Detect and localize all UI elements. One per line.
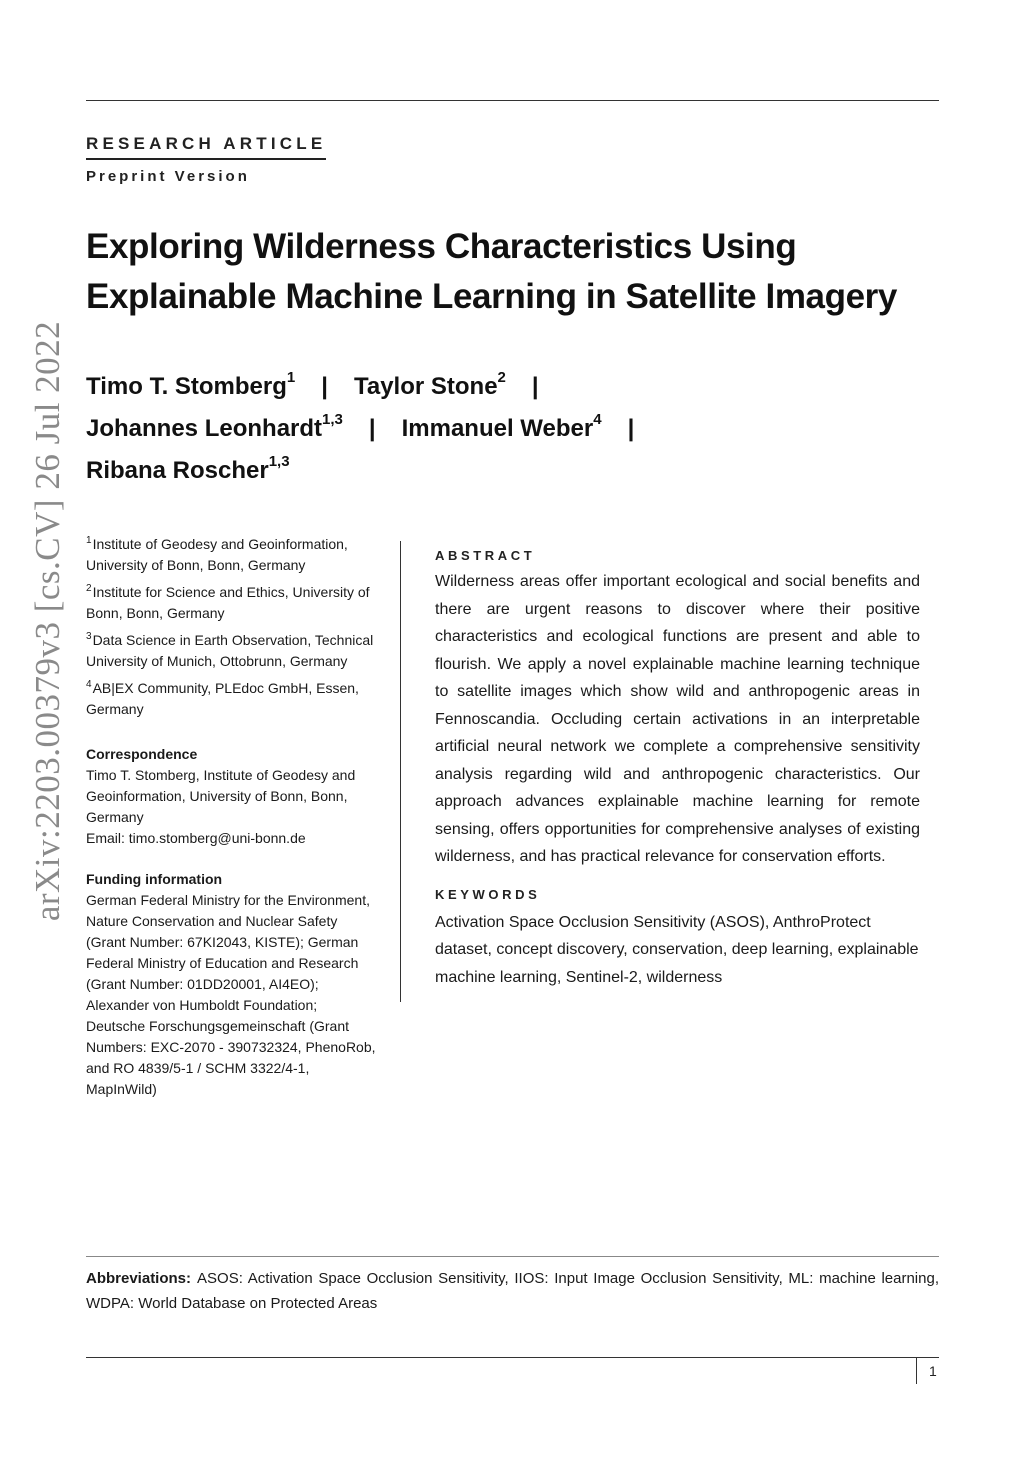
author-affiliation-mark: 1,3 [322, 411, 343, 428]
affiliation-text: Data Science in Earth Observation, Technical University of Munich, Ottobrunn, Germany [86, 632, 374, 669]
abbreviations [86, 1266, 939, 1316]
author-name: Immanuel Weber [401, 415, 594, 442]
funding-heading: Funding information [86, 871, 223, 887]
affiliation-mark: 1 [86, 535, 92, 547]
affiliation [86, 630, 378, 672]
author-line [86, 408, 966, 450]
keywords-text: Activation Space Occlusion Sensitivity (ASOS), AnthroProtect dataset, concept discovery, conservation, deep learning, explainable machine learning, Sentinel-2, wilderness [435, 913, 919, 986]
author-line [86, 450, 966, 492]
affiliation-text: Institute of Geodesy and Geoinformation, University of Bonn, Bonn, Germany [86, 536, 348, 573]
abbreviations-rule [86, 1256, 939, 1257]
author-name: Johannes Leonhardt [86, 415, 323, 442]
keywords-heading: KEYWORDS [435, 886, 541, 902]
abstract-text: Wilderness areas offer important ecological and social benefits and there are urgent reasons to discover where their positive characteristics and ecological functions are present and able to flourish. We apply a novel explainable machine learning technique to satellite images which show wild and anthropogenic areas in Fennoscandia. Occluding certain activations in an interpretable artificial neural network we complete a comprehensive sensitivity analysis regarding wild and anthropogenic characteristics. Our approach advances explainable machine learning for remote sensing, offers opportunities for comprehensive analyses of existing wilderness, and has practical relevance for conservation efforts. [435, 573, 920, 865]
author-separator: | [321, 373, 328, 400]
affiliation [86, 678, 378, 720]
author-name: Ribana Roscher [86, 457, 269, 484]
author-separator: | [627, 415, 635, 442]
column-divider [400, 541, 401, 1002]
author-affiliation-mark: 2 [497, 369, 506, 386]
author-affiliation-mark: 1 [286, 369, 296, 386]
abstract-heading: ABSTRACT [435, 548, 536, 563]
info-column [86, 534, 378, 1100]
abstract-column [435, 546, 920, 991]
top-rule [86, 100, 939, 101]
affiliation-mark: 3 [86, 631, 92, 643]
affiliation-mark: 2 [86, 583, 92, 595]
preprint-version-label: Preprint Version [86, 168, 250, 185]
correspondence-text: Timo T. Stomberg, Institute of Geodesy and Geoinformation, University of Bonn, Bonn, Germany [86, 767, 356, 825]
author-separator: | [531, 373, 539, 400]
article-type-label: RESEARCH ARTICLE [86, 134, 326, 160]
abbreviations-label: Abbreviations: [86, 1270, 192, 1287]
abbreviations-text: ASOS: Activation Space Occlusion Sensitivity, IIOS: Input Image Occlusion Sensitivity, ML: machine learning, WDPA: World Database on Protected Areas [86, 1270, 939, 1312]
affiliation-text: Institute for Science and Ethics, University of Bonn, Bonn, Germany [86, 584, 370, 621]
correspondence-heading: Correspondence [86, 746, 198, 762]
author-line [86, 366, 966, 408]
affiliation [86, 582, 378, 624]
paper-title: Exploring Wilderness Characteristics Using Explainable Machine Learning in Satellite Imagery [86, 227, 897, 316]
author-affiliation-mark: 1,3 [268, 453, 290, 470]
affiliation [86, 534, 378, 576]
arxiv-stamp-text: arXiv:2203.00379v3 [cs.CV] 26 Jul 2022 [28, 320, 67, 922]
page-number-tick [916, 1358, 917, 1384]
page-number: 1 [929, 1363, 937, 1379]
arxiv-stamp [18, 260, 78, 982]
author-separator: | [368, 415, 376, 442]
author-list [86, 366, 966, 492]
author-affiliation-mark: 4 [593, 411, 602, 428]
author-name: Timo T. Stomberg [86, 373, 287, 400]
correspondence-email: Email: timo.stomberg@uni-bonn.de [86, 830, 306, 846]
footer-rule [86, 1357, 939, 1358]
funding-text: German Federal Ministry for the Environment, Nature Conservation and Nuclear Safety (Grant Number: 67KI2043, KISTE); German Federal Ministry of Education and Research (Grant Number: 01DD20001, AI4EO); Alexander von Humboldt Foundation; Deutsche Forschungsgemeinschaft (Grant Numbers: EXC-2070 - 390732324, PhenoRob, and RO 4839/5-1 / SCHM 3322/4-1, MapInWild) [86, 892, 376, 1097]
affiliation-text: AB|EX Community, PLEdoc GmbH, Essen, Germany [86, 680, 359, 717]
affiliation-mark: 4 [86, 679, 92, 691]
author-name: Taylor Stone [353, 373, 498, 400]
